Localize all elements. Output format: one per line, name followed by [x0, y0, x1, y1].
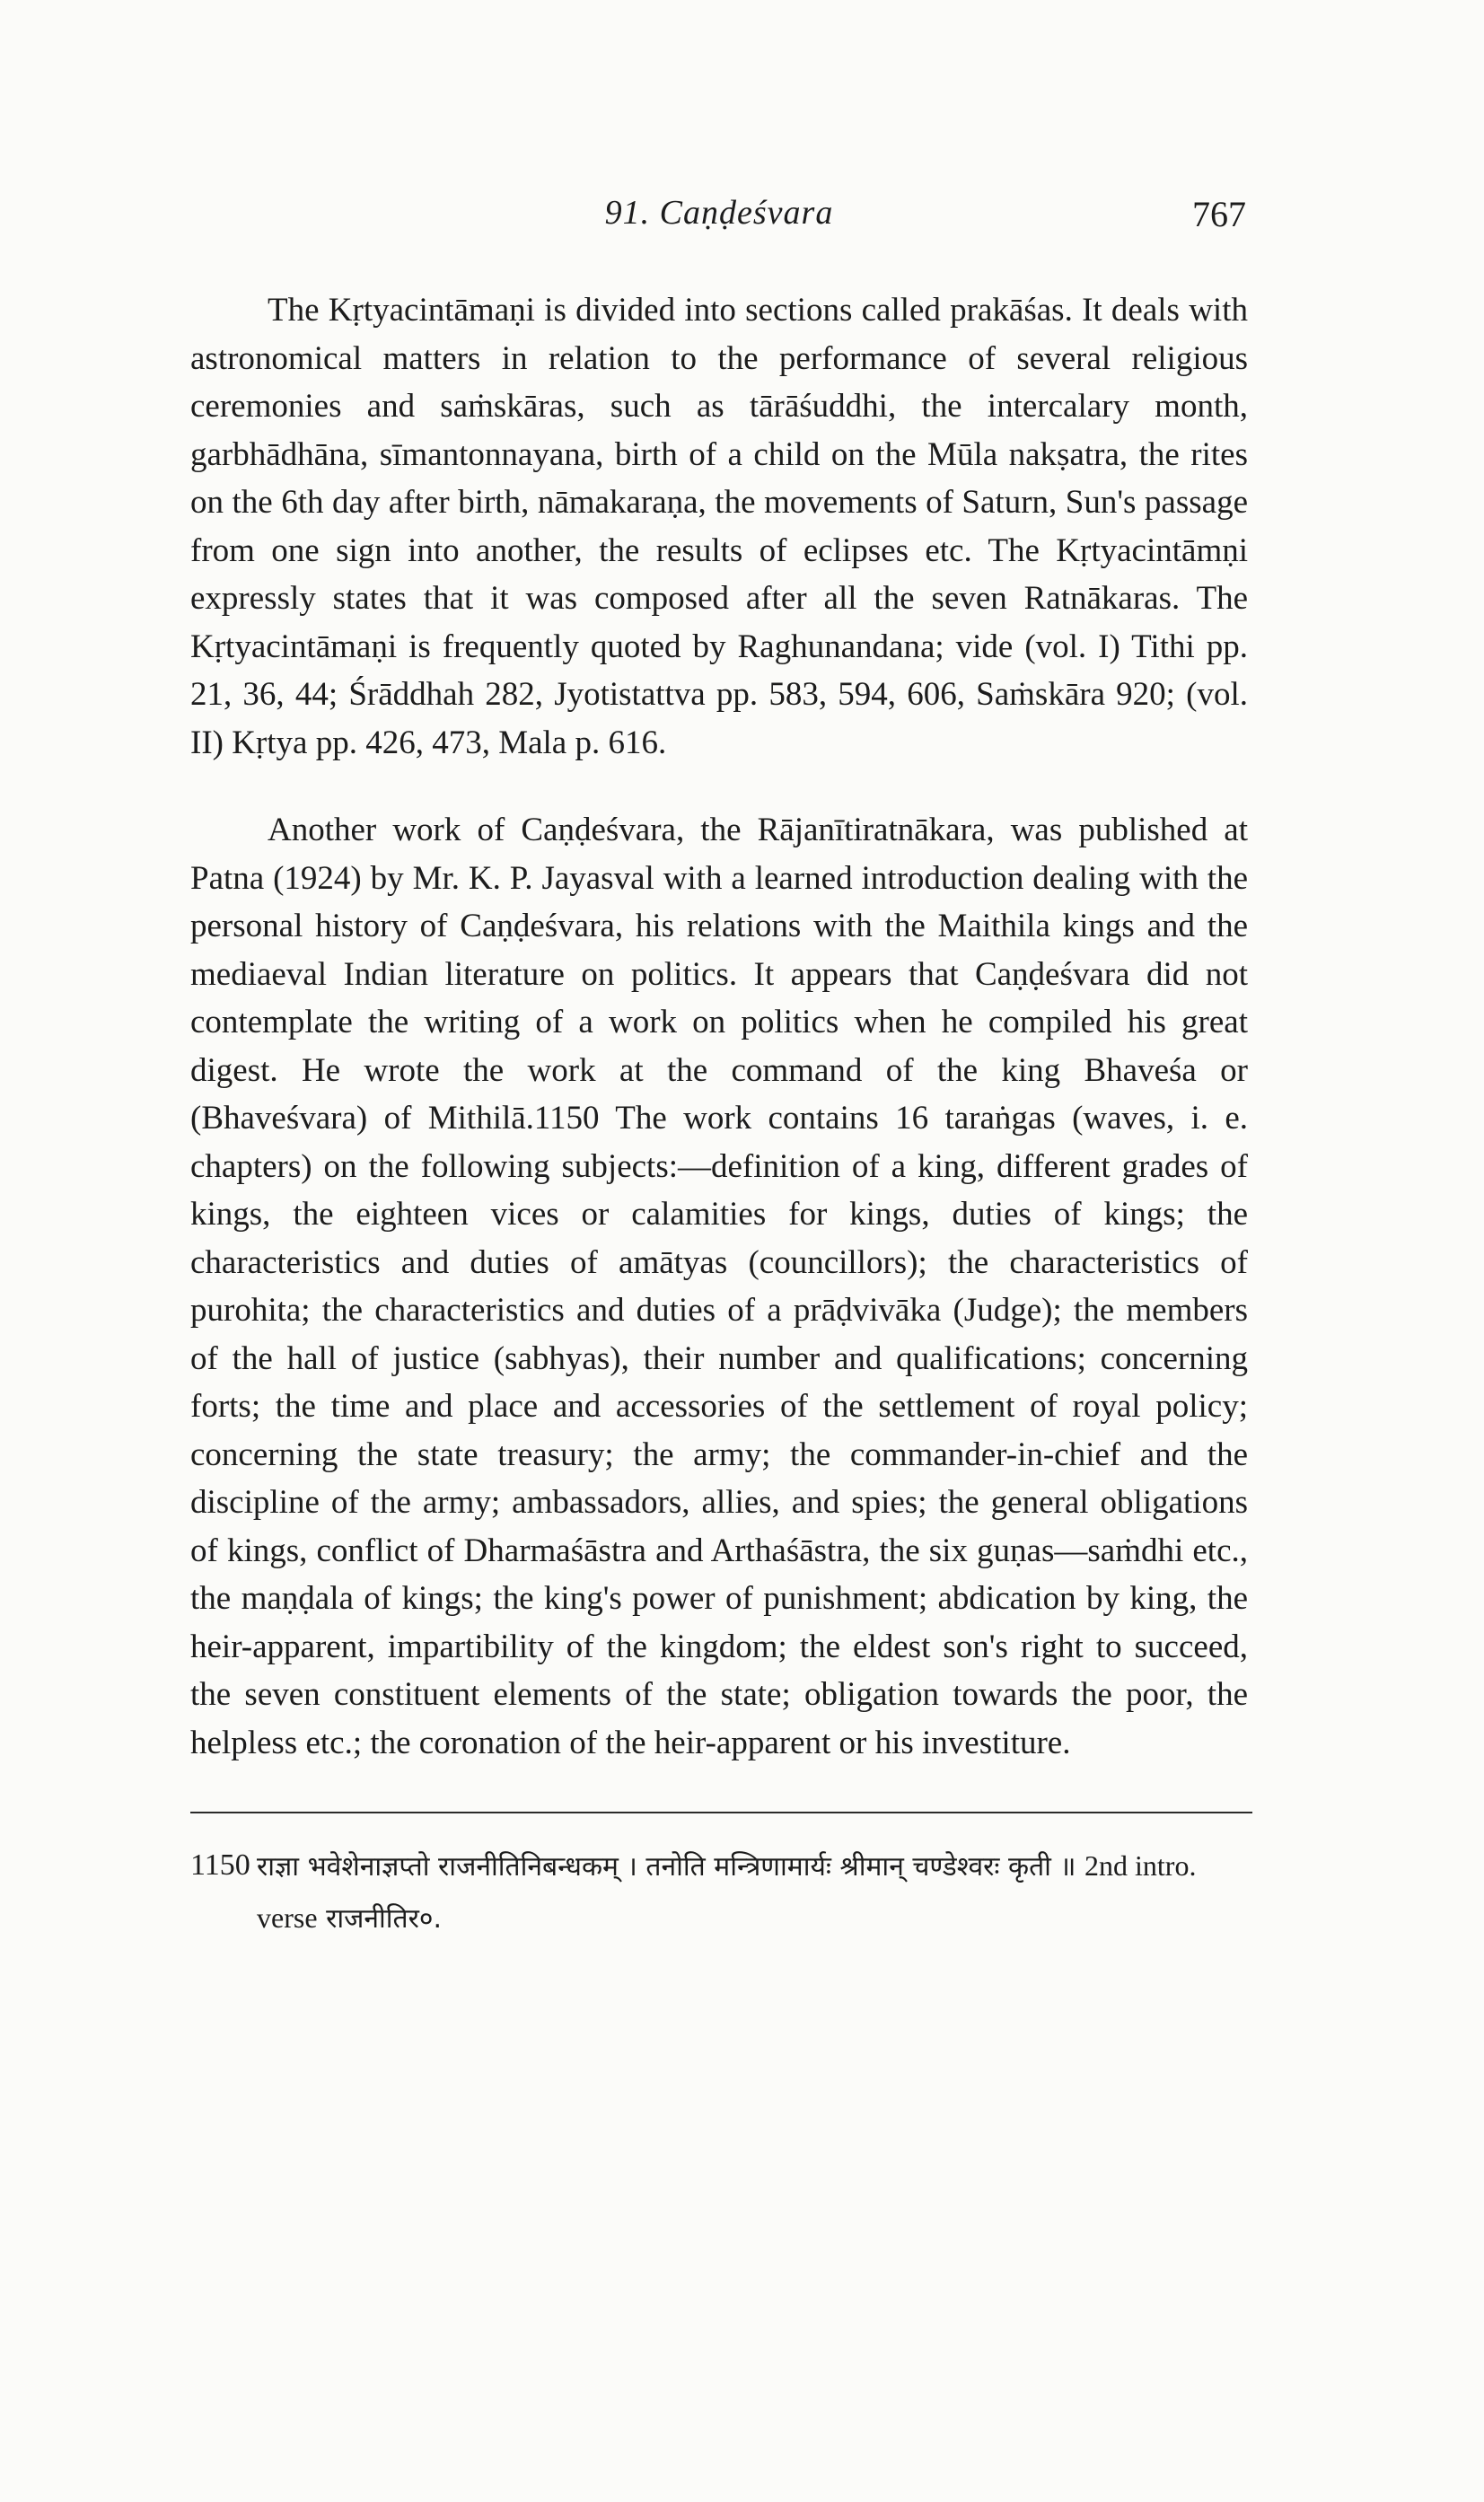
running-head — [190, 193, 1248, 247]
footnote-sanskrit-verse: राज्ञा भवेशेनाज्ञप्तो राजनीतिनिबन्धकम् । तनोति मन्त्रिणामार्यः श्रीमान् चण्डेश्वरः कृती ॥ — [257, 1851, 1076, 1883]
paragraph-krtyacintamani: The Kṛtyacintāmaṇi is divided into sections called prakāśas. It deals with astronomical matters in relation to the performance of several religious ceremonies and saṁskāras, such as tārāśuddhi, the intercalary month, garbhādhāna, sīmantonnayana, birth of a child on the Mūla nakṣatra, the rites on the 6th day after birth, nāmakaraṇa, the movements of Saturn, Sun's passage from one sign into another, the results of eclipses etc. The Kṛtyacintāmṇi expressly states that it was composed after all the seven Ratnākaras. The Kṛtyacintāmaṇi is frequently quoted by Raghunandana; vide (vol. I) Tithi pp. 21, 36, 44; Śrāddhah 282, Jyotistattva pp. 583, 594, 606, Saṁskāra 920; (vol. II) Kṛtya pp. 426, 473, Mala p. 616. — [190, 292, 1248, 761]
footnote-reference-label: 2nd intro. verse — [257, 1849, 1197, 1934]
footnote-text — [257, 1840, 1248, 1945]
footnote — [190, 1840, 1248, 1945]
running-title: 91. Caṇḍeśvara — [604, 194, 834, 232]
footnote-number: 1150 — [190, 1848, 250, 1882]
paragraph-rajanitiratnakara: Another work of Caṇḍeśvara, the Rājanītiratnākara, was published at Patna (1924) by Mr. K. P. Jayasval with a learned introduction dealing with the personal history of Caṇḍeśvara, his relations with the Maithila kings and the mediaeval Indian literature on politics. It appears that Caṇḍeśvara did not contemplate the writing of a work on politics when he compiled his great digest. He wrote the work at the command of the king Bhaveśa or (Bhaveśvara) of Mithilā.1150 The work contains 16 taraṅgas (waves, i. e. chapters) on the following subjects:—definition of a king, different grades of kings, the eighteen vices or calamities for kings, duties of kings; the characteristics and duties of amātyas (councillors); the characteristics of purohita; the characteristics and duties of a prāḍvivāka (Judge); the members of the hall of justice (sabhyas), their number and qualifications; concerning forts; the time and place and accessories of the settlement of royal policy; concerning the state treasury; the army; the commander-in-chief and the discipline of the army; ambassadors, allies, and spies; the general obligations of kings, conflict of Dharmaśāstra and Arthaśāstra, the six guṇas—saṁdhi etc., the maṇḍala of kings; the king's power of punishment; abdication by king, the heir-apparent, impartibility of the kingdom; the eldest son's right to succeed, the seven constituent elements of the state; obligation towards the poor, the helpless etc.; the coronation of the heir-apparent or his investiture. — [190, 812, 1248, 1761]
footnote-reference-work: राजनीतिर०. — [326, 1903, 443, 1935]
footnote-divider — [190, 1812, 1252, 1813]
page — [190, 193, 1248, 1945]
page-number: 767 — [1192, 194, 1246, 234]
